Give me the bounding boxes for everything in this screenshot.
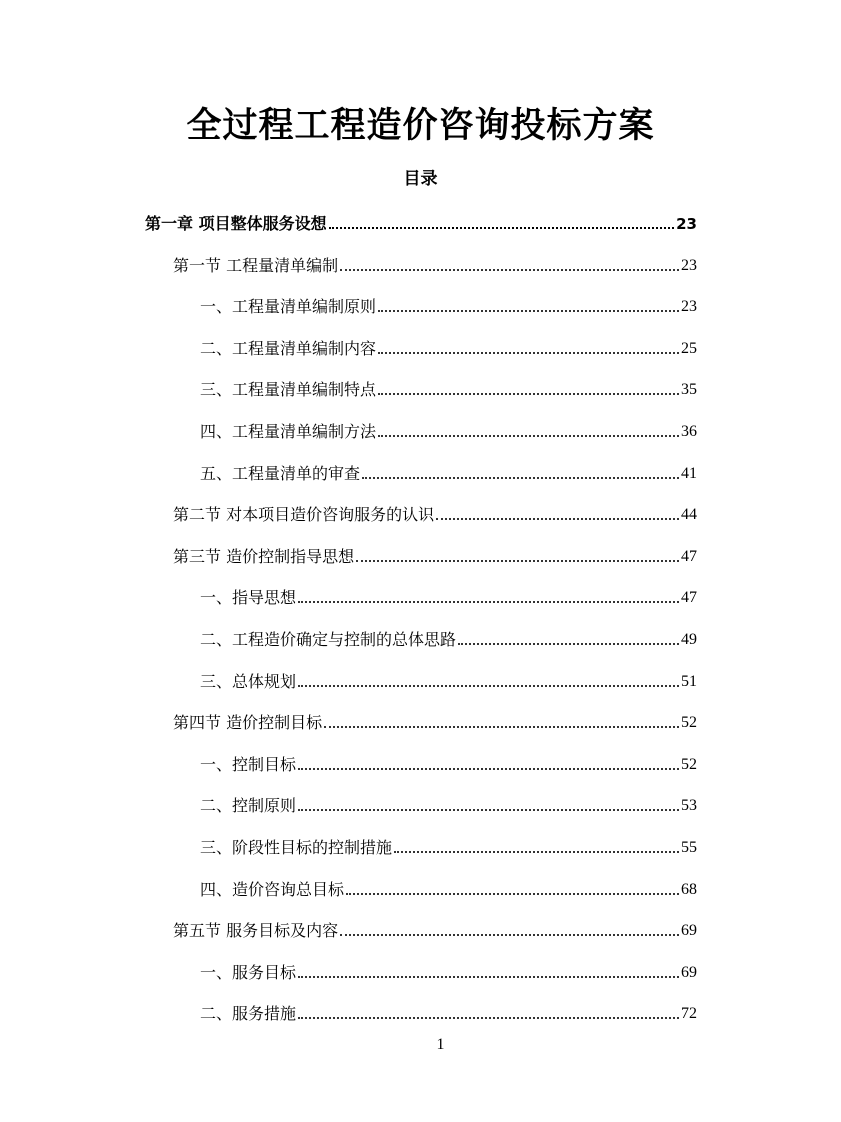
toc-heading: 目录 — [403, 169, 438, 189]
toc-dot-leader — [298, 768, 679, 770]
toc-entry-title: 三、阶段性目标的控制措施 — [200, 838, 393, 857]
toc-dot-leader — [298, 601, 679, 603]
toc-entry-item[interactable] — [200, 995, 697, 1025]
page-number: 1 — [436, 1036, 445, 1053]
toc-entry-title: 第五节 服务目标及内容 — [173, 921, 339, 941]
toc-entry-page-number: 52 — [681, 755, 697, 773]
toc-dot-leader — [346, 893, 679, 895]
toc-entry-page-number: 68 — [681, 880, 697, 898]
toc-dot-leader — [378, 310, 679, 312]
toc-dot-leader — [298, 1017, 679, 1019]
toc-dot-leader — [298, 685, 679, 687]
toc-entry-title: 四、工程量清单编制方法 — [200, 422, 377, 441]
toc-entry-title: 五、工程量清单的审查 — [200, 463, 361, 483]
toc-entry-page-number: 36 — [681, 423, 697, 440]
toc-entry-title: 二、服务措施 — [200, 1004, 297, 1024]
toc-entry-page-number: 55 — [681, 839, 697, 856]
toc-dot-leader — [394, 851, 679, 853]
toc-entry-page-number: 47 — [681, 547, 697, 565]
toc-entry-title: 二、控制原则 — [200, 796, 297, 816]
toc-entry-title: 二、工程造价确定与控制的总体思路 — [200, 630, 457, 649]
toc-entry-title: 三、总体规划 — [200, 671, 297, 691]
toc-dot-leader — [298, 976, 679, 978]
toc-entry-item[interactable] — [200, 288, 697, 318]
document-title: 全过程工程造价咨询投标方案 — [186, 105, 655, 146]
toc-entry-section[interactable] — [173, 247, 697, 277]
toc-entry-page-number: 72 — [681, 1005, 697, 1023]
toc-dot-leader — [378, 435, 679, 437]
toc-entry-title: 第二节 对本项目造价咨询服务的认识 — [173, 505, 435, 525]
toc-entry-title: 二、工程量清单编制内容 — [200, 338, 377, 358]
toc-entry-item[interactable] — [200, 829, 697, 859]
toc-dot-leader — [362, 477, 679, 479]
toc-entry-page-number: 47 — [681, 589, 697, 607]
toc-entry-page-number: 52 — [681, 714, 697, 732]
toc-entry-page-number: 69 — [681, 963, 697, 981]
toc-dot-leader — [378, 352, 679, 354]
toc-dot-leader — [436, 518, 679, 520]
toc-dot-leader — [340, 934, 679, 936]
toc-entry-item[interactable] — [200, 455, 697, 485]
toc-entry-page-number: 23 — [681, 298, 697, 316]
toc-dot-leader — [378, 393, 679, 395]
toc-entry-title: 第三节 造价控制指导思想 — [173, 546, 355, 566]
toc-entry-page-number: 51 — [681, 672, 697, 690]
toc-entry-title: 一、指导思想 — [200, 588, 297, 608]
toc-entry-item[interactable] — [200, 871, 697, 901]
toc-entry-title: 一、工程量清单编制原则 — [200, 297, 377, 317]
toc-entry-page-number: 41 — [681, 464, 697, 482]
toc-entry-item[interactable] — [200, 579, 697, 609]
toc-entry-page-number: 23 — [676, 215, 697, 233]
toc-entry-section[interactable] — [173, 496, 697, 526]
toc-entry-page-number: 23 — [681, 256, 697, 274]
toc-entry-page-number: 25 — [681, 339, 697, 357]
toc-dot-leader — [329, 227, 675, 229]
toc-entry-page-number: 53 — [681, 797, 697, 815]
toc-dot-leader — [340, 269, 679, 271]
toc-dot-leader — [298, 809, 679, 811]
toc-entry-section[interactable] — [173, 538, 697, 568]
toc-entry-title: 一、控制目标 — [200, 754, 297, 774]
toc-entry-chapter[interactable] — [145, 205, 697, 235]
toc-entry-item[interactable] — [200, 787, 697, 817]
toc-entry-item[interactable] — [200, 621, 697, 651]
toc-entry-title: 四、造价咨询总目标 — [200, 879, 345, 899]
toc-dot-leader — [324, 726, 679, 728]
toc-entry-title: 三、工程量清单编制特点 — [200, 380, 377, 400]
toc-entry-title: 第一章 项目整体服务设想 — [145, 214, 327, 233]
toc-entry-item[interactable] — [200, 746, 697, 776]
toc-dot-leader — [356, 560, 679, 562]
toc-entry-page-number: 49 — [681, 631, 697, 648]
toc-entry-page-number: 69 — [681, 922, 697, 940]
toc-entry-item[interactable] — [200, 413, 697, 443]
toc-entry-item[interactable] — [200, 371, 697, 401]
toc-entry-title: 第一节 工程量清单编制 — [173, 255, 339, 275]
toc-entry-page-number: 35 — [681, 381, 697, 399]
toc-entry-section[interactable] — [173, 704, 697, 734]
toc-entry-item[interactable] — [200, 330, 697, 360]
toc-entry-page-number: 44 — [681, 506, 697, 524]
toc-entry-item[interactable] — [200, 663, 697, 693]
toc-dot-leader — [458, 643, 679, 645]
toc-entry-section[interactable] — [173, 912, 697, 942]
toc-entry-title: 第四节 造价控制目标 — [173, 713, 323, 733]
toc-entry-item[interactable] — [200, 954, 697, 984]
toc-entry-title: 一、服务目标 — [200, 962, 297, 982]
